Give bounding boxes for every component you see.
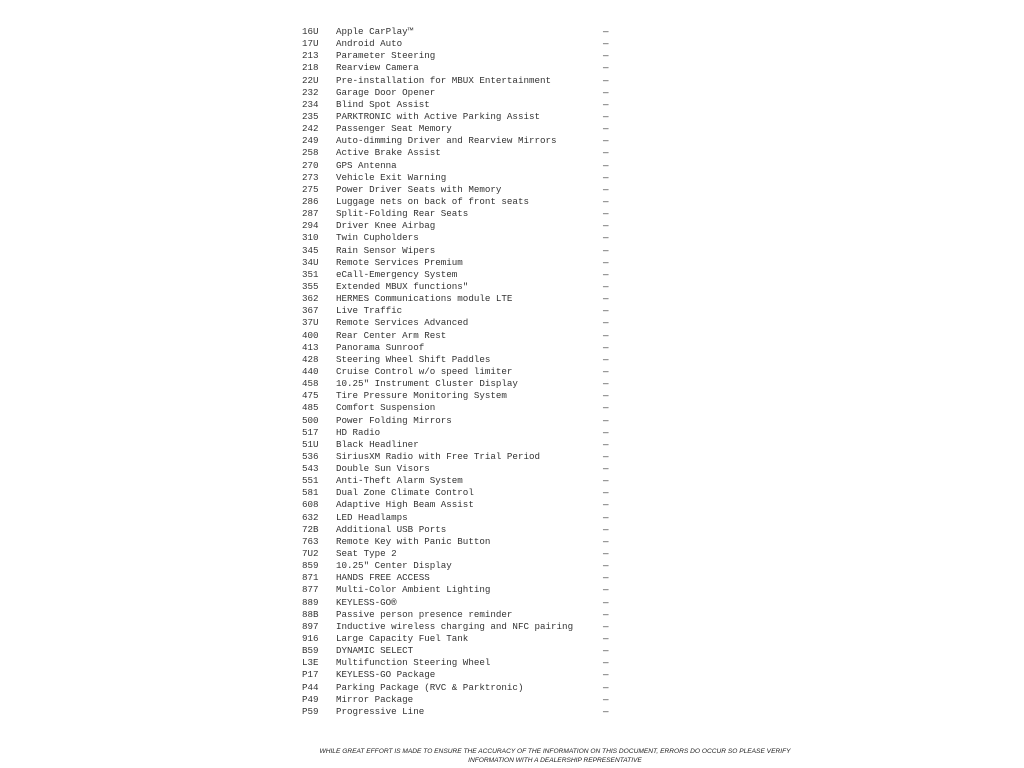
- option-value: —: [603, 341, 609, 353]
- option-value: —: [603, 426, 609, 438]
- option-value: —: [603, 548, 609, 560]
- option-row: [302, 147, 622, 159]
- option-code: 763: [302, 535, 319, 547]
- option-row: [302, 439, 622, 451]
- option-value: —: [603, 463, 609, 475]
- option-code: 916: [302, 633, 319, 645]
- option-description: Parking Package (RVC & Parktronic): [336, 681, 524, 693]
- option-row: [302, 62, 622, 74]
- option-value: —: [603, 183, 609, 195]
- option-value: —: [603, 171, 609, 183]
- option-value: —: [603, 475, 609, 487]
- option-row: [302, 38, 622, 50]
- option-row: [302, 50, 622, 62]
- option-row: [302, 172, 622, 184]
- option-row: [302, 26, 622, 38]
- option-code: 485: [302, 402, 319, 414]
- option-code: 859: [302, 560, 319, 572]
- option-description: Panorama Sunroof: [336, 341, 425, 353]
- option-row: [302, 135, 622, 147]
- option-value: —: [603, 38, 609, 50]
- options-list: [302, 26, 622, 718]
- option-description: eCall-Emergency System: [336, 268, 458, 280]
- option-code: 34U: [302, 256, 319, 268]
- option-row: [302, 487, 622, 499]
- option-row: [302, 208, 622, 220]
- option-value: —: [603, 365, 609, 377]
- option-value: —: [603, 487, 609, 499]
- option-description: Extended MBUX functions": [336, 280, 469, 292]
- option-code: 413: [302, 341, 319, 353]
- option-description: Passive person presence reminder: [336, 608, 513, 620]
- option-row: [302, 499, 622, 511]
- option-value: —: [603, 584, 609, 596]
- option-description: KEYLESS-GO®: [336, 596, 397, 608]
- option-row: [302, 111, 622, 123]
- option-code: 7U2: [302, 548, 319, 560]
- option-code: 51U: [302, 438, 319, 450]
- option-code: 428: [302, 353, 319, 365]
- option-description: Blind Spot Assist: [336, 98, 430, 110]
- option-row: [302, 621, 622, 633]
- option-code: 310: [302, 232, 319, 244]
- option-row: [302, 657, 622, 669]
- option-description: Tire Pressure Monitoring System: [336, 390, 507, 402]
- option-description: Adaptive High Beam Assist: [336, 499, 474, 511]
- option-code: 235: [302, 110, 319, 122]
- option-code: 355: [302, 280, 319, 292]
- option-value: —: [603, 620, 609, 632]
- option-value: —: [603, 499, 609, 511]
- option-description: Remote Services Advanced: [336, 317, 469, 329]
- option-value: —: [603, 159, 609, 171]
- option-description: Additional USB Ports: [336, 523, 447, 535]
- option-row: [302, 475, 622, 487]
- option-description: Driver Knee Airbag: [336, 220, 436, 232]
- option-row: [302, 87, 622, 99]
- option-description: KEYLESS-GO Package: [336, 669, 436, 681]
- option-value: —: [603, 669, 609, 681]
- option-value: —: [603, 74, 609, 86]
- option-value: —: [603, 378, 609, 390]
- option-description: Passenger Seat Memory: [336, 123, 452, 135]
- option-value: —: [603, 414, 609, 426]
- option-value: —: [603, 195, 609, 207]
- option-row: [302, 597, 622, 609]
- option-description: Rearview Camera: [336, 62, 419, 74]
- option-row: [302, 548, 622, 560]
- option-value: —: [603, 705, 609, 717]
- option-description: Rain Sensor Wipers: [336, 244, 436, 256]
- disclaimer-footer: WHILE GREAT EFFORT IS MADE TO ENSURE THE ACCURACY OF THE INFORMATION ON THIS DOCUMENT, ERRORS DO OCCUR SO PLEASE VERIFY INFORMATION WITH A DEALERSHIP REPRESENTATIVE: [319, 748, 791, 764]
- option-value: —: [603, 256, 609, 268]
- option-row: [302, 524, 622, 536]
- option-code: 249: [302, 135, 319, 147]
- option-code: 294: [302, 220, 319, 232]
- option-row: [302, 572, 622, 584]
- option-code: 17U: [302, 38, 319, 50]
- option-row: [302, 633, 622, 645]
- option-description: Luggage nets on back of front seats: [336, 195, 529, 207]
- option-value: —: [603, 98, 609, 110]
- option-description: Mirror Package: [336, 693, 414, 705]
- option-value: —: [603, 450, 609, 462]
- option-code: 632: [302, 511, 319, 523]
- option-value: —: [603, 572, 609, 584]
- option-value: —: [603, 633, 609, 645]
- option-code: 500: [302, 414, 319, 426]
- option-description: 10.25" Instrument Cluster Display: [336, 378, 518, 390]
- option-code: 275: [302, 183, 319, 195]
- option-description: Rear Center Arm Rest: [336, 329, 447, 341]
- option-code: 234: [302, 98, 319, 110]
- option-code: 897: [302, 620, 319, 632]
- option-row: [302, 160, 622, 172]
- option-row: [302, 366, 622, 378]
- option-value: —: [603, 110, 609, 122]
- option-value: —: [603, 86, 609, 98]
- option-value: —: [603, 608, 609, 620]
- option-row: [302, 123, 622, 135]
- option-row: [302, 390, 622, 402]
- option-value: —: [603, 657, 609, 669]
- option-description: Vehicle Exit Warning: [336, 171, 447, 183]
- option-code: 37U: [302, 317, 319, 329]
- option-code: P49: [302, 693, 319, 705]
- option-description: Power Driver Seats with Memory: [336, 183, 502, 195]
- option-description: Auto-dimming Driver and Rearview Mirrors: [336, 135, 557, 147]
- option-code: 218: [302, 62, 319, 74]
- option-value: —: [603, 244, 609, 256]
- option-code: 273: [302, 171, 319, 183]
- option-row: [302, 75, 622, 87]
- option-code: 16U: [302, 26, 319, 37]
- option-code: 517: [302, 426, 319, 438]
- option-code: 232: [302, 86, 319, 98]
- option-row: [302, 305, 622, 317]
- option-code: 242: [302, 123, 319, 135]
- option-description: Progressive Line: [336, 705, 425, 717]
- option-value: —: [603, 268, 609, 280]
- option-row: [302, 560, 622, 572]
- option-code: P44: [302, 681, 319, 693]
- option-row: [302, 536, 622, 548]
- option-row: [302, 293, 622, 305]
- option-value: —: [603, 596, 609, 608]
- option-description: HERMES Communications module LTE: [336, 293, 513, 305]
- option-code: 581: [302, 487, 319, 499]
- option-row: [302, 232, 622, 244]
- option-row: [302, 402, 622, 414]
- option-value: —: [603, 511, 609, 523]
- option-row: [302, 269, 622, 281]
- option-code: 88B: [302, 608, 319, 620]
- option-value: —: [603, 135, 609, 147]
- option-code: P59: [302, 705, 319, 717]
- option-code: 458: [302, 378, 319, 390]
- option-value: —: [603, 293, 609, 305]
- option-description: HANDS FREE ACCESS: [336, 572, 430, 584]
- option-code: 345: [302, 244, 319, 256]
- option-row: [302, 317, 622, 329]
- option-value: —: [603, 208, 609, 220]
- option-description: Multi-Color Ambient Lighting: [336, 584, 491, 596]
- option-value: —: [603, 438, 609, 450]
- option-code: 22U: [302, 74, 319, 86]
- option-row: [302, 220, 622, 232]
- option-row: [302, 694, 622, 706]
- option-row: [302, 645, 622, 657]
- option-row: [302, 257, 622, 269]
- option-description: Cruise Control w/o speed limiter: [336, 365, 513, 377]
- option-value: —: [603, 305, 609, 317]
- option-code: 362: [302, 293, 319, 305]
- option-code: 286: [302, 195, 319, 207]
- option-description: PARKTRONIC with Active Parking Assist: [336, 110, 540, 122]
- option-code: 440: [302, 365, 319, 377]
- option-code: 351: [302, 268, 319, 280]
- option-value: —: [603, 560, 609, 572]
- option-value: —: [603, 390, 609, 402]
- option-row: [302, 281, 622, 293]
- option-row: [302, 378, 622, 390]
- option-row: [302, 682, 622, 694]
- option-value: —: [603, 62, 609, 74]
- option-description: Twin Cupholders: [336, 232, 419, 244]
- option-value: —: [603, 123, 609, 135]
- option-value: —: [603, 220, 609, 232]
- option-value: —: [603, 523, 609, 535]
- option-description: Split-Folding Rear Seats: [336, 208, 469, 220]
- option-description: Multifunction Steering Wheel: [336, 657, 491, 669]
- option-description: Black Headliner: [336, 438, 419, 450]
- option-description: Dual Zone Climate Control: [336, 487, 474, 499]
- option-value: —: [603, 50, 609, 62]
- option-row: [302, 451, 622, 463]
- option-value: —: [603, 329, 609, 341]
- option-description: 10.25" Center Display: [336, 560, 452, 572]
- option-row: [302, 330, 622, 342]
- option-code: L3E: [302, 657, 319, 669]
- option-description: Parameter Steering: [336, 50, 436, 62]
- option-value: —: [603, 147, 609, 159]
- option-code: 608: [302, 499, 319, 511]
- option-value: —: [603, 232, 609, 244]
- option-value: —: [603, 681, 609, 693]
- option-description: GPS Antenna: [336, 159, 397, 171]
- option-description: Apple CarPlay™: [336, 26, 414, 37]
- option-description: Steering Wheel Shift Paddles: [336, 353, 491, 365]
- option-row: [302, 669, 622, 681]
- option-row: [302, 99, 622, 111]
- option-row: [302, 342, 622, 354]
- option-value: —: [603, 693, 609, 705]
- option-code: 72B: [302, 523, 319, 535]
- option-code: P17: [302, 669, 319, 681]
- option-description: DYNAMIC SELECT: [336, 645, 414, 657]
- option-row: [302, 706, 622, 718]
- option-code: 871: [302, 572, 319, 584]
- option-description: LED Headlamps: [336, 511, 408, 523]
- option-description: Pre-installation for MBUX Entertainment: [336, 74, 552, 86]
- option-row: [302, 609, 622, 621]
- option-code: 213: [302, 50, 319, 62]
- option-value: —: [603, 645, 609, 657]
- option-code: B59: [302, 645, 319, 657]
- option-code: 287: [302, 208, 319, 220]
- option-code: 889: [302, 596, 319, 608]
- option-row: [302, 184, 622, 196]
- option-value: —: [603, 535, 609, 547]
- option-description: Android Auto: [336, 38, 403, 50]
- option-code: 258: [302, 147, 319, 159]
- option-row: [302, 463, 622, 475]
- option-row: [302, 512, 622, 524]
- option-value: —: [603, 353, 609, 365]
- option-row: [302, 427, 622, 439]
- option-code: 367: [302, 305, 319, 317]
- option-code: 543: [302, 463, 319, 475]
- option-code: 270: [302, 159, 319, 171]
- option-value: —: [603, 317, 609, 329]
- option-description: Garage Door Opener: [336, 86, 436, 98]
- option-description: Power Folding Mirrors: [336, 414, 452, 426]
- option-description: Seat Type 2: [336, 548, 397, 560]
- option-description: Inductive wireless charging and NFC pairing: [336, 620, 574, 632]
- option-description: HD Radio: [336, 426, 381, 438]
- option-description: Double Sun Visors: [336, 463, 430, 475]
- option-row: [302, 354, 622, 366]
- option-description: Remote Services Premium: [336, 256, 463, 268]
- option-description: Active Brake Assist: [336, 147, 441, 159]
- option-value: —: [603, 280, 609, 292]
- option-code: 475: [302, 390, 319, 402]
- option-code: 551: [302, 475, 319, 487]
- option-description: Anti-Theft Alarm System: [336, 475, 463, 487]
- option-row: [302, 584, 622, 596]
- option-value: —: [603, 26, 609, 37]
- option-code: 877: [302, 584, 319, 596]
- option-row: [302, 245, 622, 257]
- option-value: —: [603, 402, 609, 414]
- option-row: [302, 415, 622, 427]
- option-description: Remote Key with Panic Button: [336, 535, 491, 547]
- option-description: Live Traffic: [336, 305, 403, 317]
- option-description: SiriusXM Radio with Free Trial Period: [336, 450, 540, 462]
- option-code: 400: [302, 329, 319, 341]
- option-description: Comfort Suspension: [336, 402, 436, 414]
- option-description: Large Capacity Fuel Tank: [336, 633, 469, 645]
- option-code: 536: [302, 450, 319, 462]
- option-row: [302, 196, 622, 208]
